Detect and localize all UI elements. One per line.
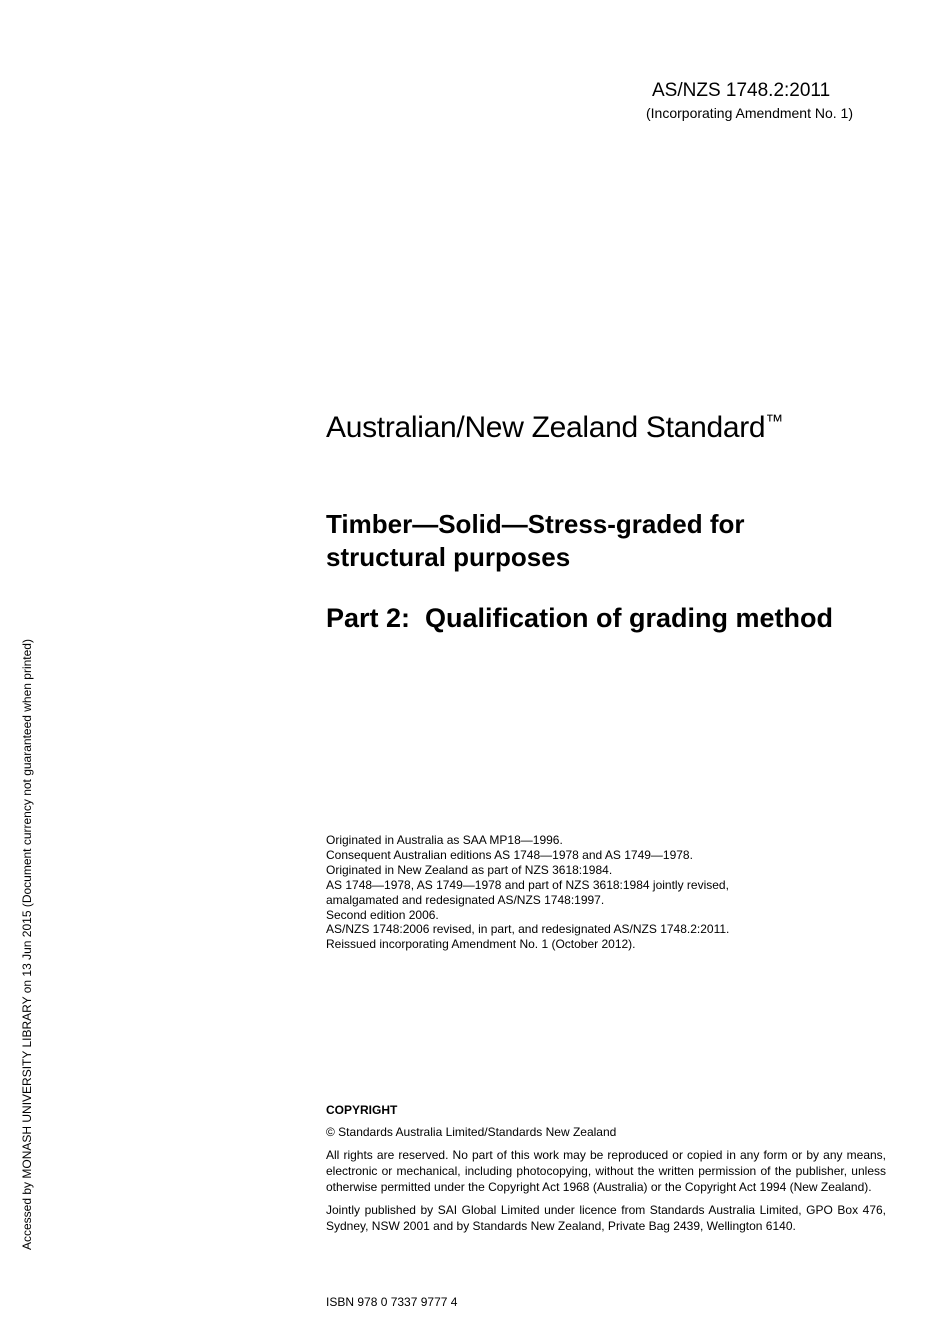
copyright-publisher: Jointly published by SAI Global Limited under licence from Standards Australia Limited, GPO Box 476, Sydney, NSW 2001 and by Standards New Zealand, Private Bag 2439, Wellington 6140. xyxy=(326,1203,886,1233)
copyright-heading: COPYRIGHT xyxy=(326,1103,398,1117)
amendment-note: (Incorporating Amendment No. 1) xyxy=(646,105,853,121)
title-line-2: structural purposes xyxy=(326,542,571,572)
standard-type-text: Australian/New Zealand Standard xyxy=(326,411,766,444)
document-title xyxy=(326,508,886,574)
history-line: AS 1748—1978, AS 1749—1978 and part of NZS 3618:1984 jointly revised, xyxy=(326,877,729,892)
publication-history xyxy=(326,833,886,952)
history-line: AS/NZS 1748:2006 revised, in part, and redesignated AS/NZS 1748.2:2011. xyxy=(326,922,730,937)
access-watermark: Accessed by MONASH UNIVERSITY LIBRARY on 13 Jun 2015 (Document currency not guaranteed when printed) xyxy=(20,639,34,1250)
trademark-symbol: ™ xyxy=(765,411,783,431)
title-line-1: Timber—Solid—Stress-graded for xyxy=(326,509,745,539)
copyright-owner: © Standards Australia Limited/Standards New Zealand xyxy=(326,1125,617,1139)
standard-type-heading xyxy=(326,403,783,446)
history-line: Consequent Australian editions AS 1748—1978 and AS 1749—1978. xyxy=(326,847,693,862)
history-line: Originated in Australia as SAA MP18—1996. xyxy=(326,833,563,847)
standard-number: AS/NZS 1748.2:2011 xyxy=(652,80,831,101)
history-line: Second edition 2006. xyxy=(326,907,439,922)
history-line: Originated in New Zealand as part of NZS 3618:1984. xyxy=(326,862,613,877)
part-title: Part 2: Qualification of grading method xyxy=(326,603,834,633)
copyright-block xyxy=(326,1102,886,1241)
isbn: ISBN 978 0 7337 9777 4 xyxy=(326,1295,458,1309)
copyright-rights: All rights are reserved. No part of this work may be reproduced or copied in any form or by any means, electronic or mechanical, including photocopying, without the written permission of the publisher, unless otherwise permitted under the Copyright Act 1968 (Australia) or the Copyright Act 1994 (New Zealand). xyxy=(326,1148,886,1194)
history-line: Reissued incorporating Amendment No. 1 (October 2012). xyxy=(326,937,636,952)
history-line: amalgamated and redesignated AS/NZS 1748:1997. xyxy=(326,892,605,907)
